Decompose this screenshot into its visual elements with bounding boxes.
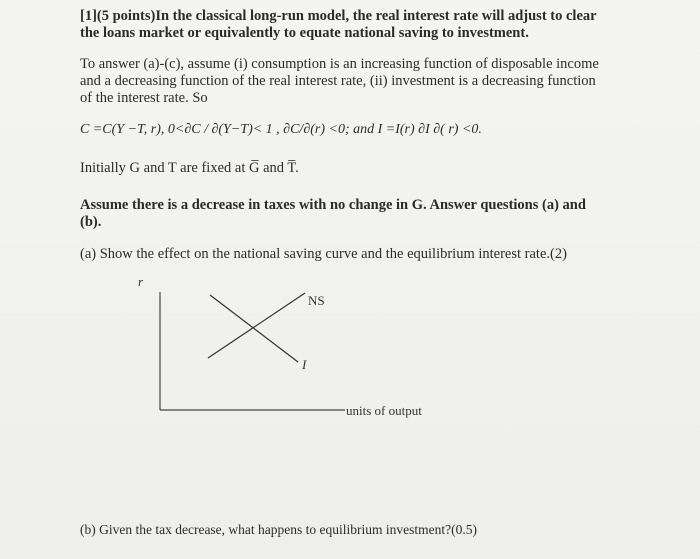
investment-curve xyxy=(210,295,298,362)
question-title: [1](5 points)In the classical long-run model, the real interest rate will adjust to clear the loans market or equivalently to equate national saving to investment. xyxy=(80,8,597,41)
saving-investment-graph xyxy=(130,270,430,420)
math-equations: C =C(Y −T, r), 0<∂C / ∂(Y−T)< 1 , ∂C/∂(r) <0; and I =I(r) ∂I ∂( r) <0. xyxy=(80,122,482,137)
initial-conditions: Initially G and T are fixed at G̅ and T̅. xyxy=(80,160,299,176)
y-axis-label: r xyxy=(138,274,144,289)
x-axis-label: units of output xyxy=(346,403,422,418)
part-b-question: (b) Given the tax decrease, what happens to equilibrium investment?(0.5) xyxy=(80,522,477,537)
part-a-question: (a) Show the effect on the national saving curve and the equilibrium interest rate.(2) xyxy=(80,246,567,262)
ns-label: NS xyxy=(308,293,325,308)
question-intro: To answer (a)-(c), assume (i) consumption is an increasing function of disposable income and a decreasing function of the real interest rate, (ii) investment is a decreasing function of the interest rate. So xyxy=(80,56,599,106)
investment-label: I xyxy=(302,357,307,372)
ns-curve xyxy=(208,293,305,358)
assumption-text: Assume there is a decrease in taxes with no change in G. Answer questions (a) and (b). xyxy=(80,197,586,230)
